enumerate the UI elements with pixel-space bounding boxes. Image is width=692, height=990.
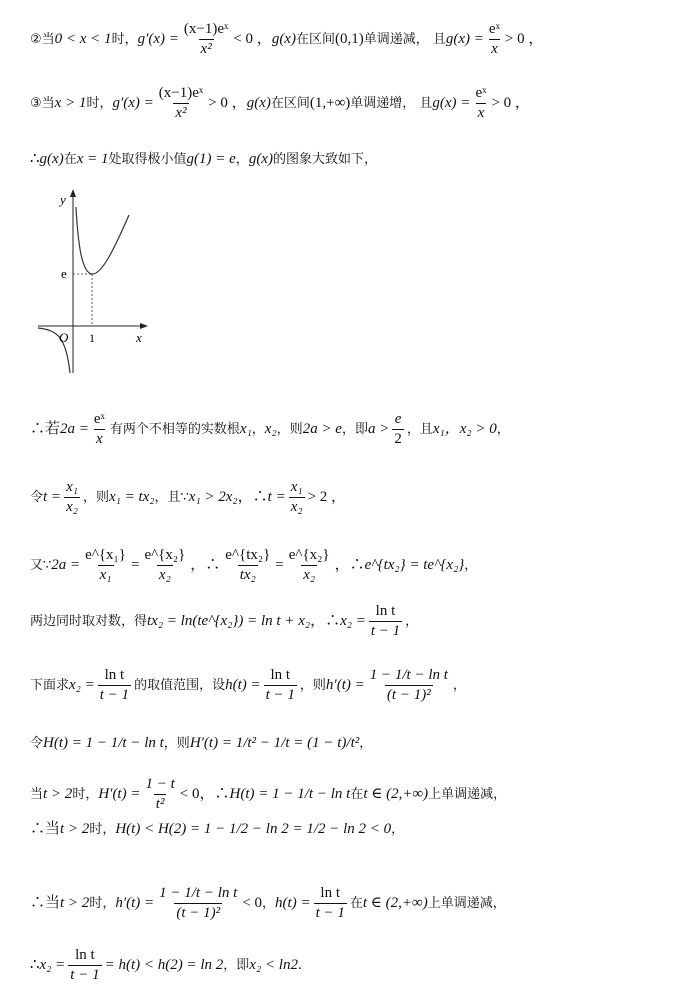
x-axis-label: x <box>136 330 142 345</box>
y-axis-arrow <box>70 189 76 197</box>
line-case-3: ③当 x > 1 时， g′(x) = $\frac{\text{(x−1)eˣ}}{\text{x²}}$ > 0 ， g(x) 在区间 (1,+∞) 单调递增， 且 g(x) = $\frac{\text{eˣ}}{x}$ > 0 ， <box>30 85 530 121</box>
x-axis-arrow <box>140 323 148 329</box>
line-h-decreasing: ∴当 t > 2 时， h′(t) = $\frac{\text{1 − 1/t − ln t}}{\text{(t − 1)²}}$ < 0 ， h(t) = $\frac{\text{ln t}}{t - 1}$ 在 t ∈ (2,+∞) 上单调递减， <box>30 885 506 921</box>
function-graph <box>30 185 160 385</box>
fraction: $\frac{\text{(x−1)eˣ}}{\text{x²}}$ <box>183 21 229 57</box>
x-tick-label: 1 <box>89 331 95 345</box>
line-substitution: 令 t = $\frac{\text{x₁}}{\text{x₂}}$ ，则 x₁ = tx₂ ，且∵ x₁ > 2x₂ ，∴ t = $\frac{\text{x₁}}{\text{x₂}}$ > 2 ， <box>30 479 347 515</box>
line-case-2: ②当 0 < x < 1 时， g′(x) = $\frac{\text{(x−1)eˣ}}{\text{x²}}$ < 0 ， g(x) 在区间 (0,1) 单调递减， 且 g(x) = $\frac{\text{eˣ}}{x}$ > 0 ， <box>30 21 544 57</box>
line-minimum: ∴ g(x) 在 x = 1 处取得极小值 g(1) = e ， g(x) 的图象大致如下， <box>30 151 377 167</box>
line-H-decreasing: 当 t > 2 时， H′(t) = $\frac{1 - t}{\text{t²}}$ < 0 ，∴ H(t) = 1 − 1/t − ln t 在 t ∈ (2,+∞) 上单调递减， <box>30 776 507 812</box>
line-conclusion: ∴ x₂ = $\frac{\text{ln t}}{t - 1}$ = h(t) < h(2) = ln 2 ，即 x₂ < ln2 . <box>30 947 302 983</box>
curve-right-branch <box>76 207 129 274</box>
line-take-log: 两边同时取对数，得 tx₂ = ln(te^{x₂}) = ln t + x₂ ，∴ x₂ = $\frac{\text{ln t}}{t - 1}$ ， <box>30 603 419 639</box>
line-define-H: 令 H(t) = 1 − 1/t − ln t ，则 H′(t) = 1/t² − 1/t = (1 − t)/t² ， <box>30 735 373 751</box>
line-H-negative: ∴当 t > 2 时， H(t) < H(2) = 1 − 1/2 − ln 2 = 1/2 − ln 2 < 0 ， <box>30 821 405 837</box>
y-tick-label: e <box>61 266 67 281</box>
line-define-h: 下面求 x₂ = $\frac{\text{ln t}}{t - 1}$ 的取值范围，设 h(t) = $\frac{\text{ln t}}{t - 1}$ ，则 h′(t) = $\frac{\text{1 − 1/t − ln t}}{\text{(t − 1)²}}$ ， <box>30 667 466 703</box>
line-equal-exponents: 又∵ 2a = $\frac{\text{e\textasciicircum{}\{x₁\}}}{\text{x₁}}$ = $\frac{\text{e\textasciicircum{}\{x₂\}}}{\text{x₂}}$ ，∴ $\frac{\text{e\textasciicircum{}\{tx₂\}}}{\text{tx₂}}$ = $\frac{\text{e\textasciicircum{}\{x₂\}}}{\text{x₂}}$ ，∴ e^{tx₂} = te^{x₂} ， <box>30 547 478 583</box>
y-axis-label: y <box>60 192 66 207</box>
origin-label: O <box>59 330 69 345</box>
line-roots: ∴若 2a = $\frac{\text{eˣ}}{x}$ 有两个不相等的实数根 x₁ ， x₂ ，则 2a > e ，即 a > $\frac{e}{2}$ ，且 x₁， x₂ > 0 ， <box>30 411 510 447</box>
